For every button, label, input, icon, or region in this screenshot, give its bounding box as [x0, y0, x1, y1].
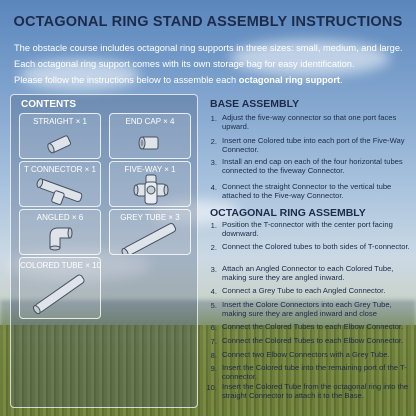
- step-number: 1.: [210, 114, 217, 123]
- part-angled: [19, 209, 101, 255]
- part-label: T CONNECTOR × 1: [24, 165, 96, 174]
- part-label: COLORED TUBE × 10: [20, 261, 101, 270]
- part-label: ANGLED × 6: [36, 213, 84, 222]
- step-number: 9.: [210, 364, 217, 373]
- step-number: 8.: [210, 351, 217, 360]
- step-number: 4.: [210, 287, 217, 296]
- part-label: GREY TUBE × 3: [120, 213, 180, 222]
- step-text: Connect two Elbow Connectors with a Grey Tube.: [222, 350, 390, 359]
- page-title: OCTAGONAL RING STAND ASSEMBLY INSTRUCTIONS: [13, 14, 403, 30]
- step-number: 2.: [210, 243, 217, 252]
- part-straight: [19, 113, 101, 159]
- part-colored-tube: [19, 257, 101, 319]
- grey-tube-icon: [110, 210, 190, 254]
- contents-title: CONTENTS: [21, 99, 76, 110]
- step-text: Attach an Angled Connector to each Colored Tube, making sure they are angled inward.: [222, 264, 394, 282]
- step-text: Connect the Colored Tubes to each Elbow Connector.: [222, 322, 404, 331]
- step-number: 3.: [210, 265, 217, 274]
- step-number: 1.: [210, 221, 217, 230]
- step-text: Insert the Colored Tube from the octagonal ring into the straight Connector to attach it to the Base.: [222, 382, 409, 400]
- t-connector-icon: [20, 162, 100, 206]
- step-text: Adjust the five-way connector so that one port faces upward.: [222, 113, 397, 131]
- step-number: 2.: [210, 137, 217, 146]
- straight-connector-icon: [20, 114, 100, 158]
- colored-tube-icon: [20, 258, 100, 318]
- step-text: Connect a Grey Tube to each Angled Connector.: [222, 286, 386, 295]
- step-text: Install an end cap on each of the four horizontal tubes connected to the fiveway Connector.: [222, 157, 403, 175]
- part-label: END CAP × 4: [125, 117, 175, 126]
- step-number: 4.: [210, 183, 217, 192]
- part-t-connector: [19, 161, 101, 207]
- part-five-way: [109, 161, 191, 207]
- part-end-cap: [109, 113, 191, 159]
- step-number: 6.: [210, 323, 217, 332]
- intro-line-2: Each octagonal ring support comes with its own storage bag for easy identification.: [14, 59, 355, 69]
- part-label: STRAIGHT × 1: [33, 117, 87, 126]
- step-number: 10.: [206, 383, 217, 392]
- contents-panel: [10, 94, 198, 408]
- step-number: 7.: [210, 337, 217, 346]
- angled-connector-icon: [20, 210, 100, 254]
- intro-line-3: Please follow the instructions below to assemble each octagonal ring support.: [14, 75, 343, 85]
- step-text: Insert one Colored tube into each port of the Five-Way Connector.: [222, 136, 405, 154]
- base-assembly-title: BASE ASSEMBLY: [210, 98, 300, 110]
- step-number: 3.: [210, 158, 217, 167]
- part-grey-tube: [109, 209, 191, 255]
- end-cap-icon: [110, 114, 190, 158]
- step-text: Connect the Colored tubes to both sides of T-connector.: [222, 242, 410, 251]
- intro-emphasis: octagonal ring support: [238, 75, 341, 85]
- step-text: Position the T-connector with the center port facing downward.: [222, 220, 393, 238]
- five-way-connector-icon: [110, 162, 190, 206]
- step-text: Insert the Colore Connectors into each Grey Tube, making sure they are angled inward and close: [222, 300, 392, 318]
- step-text: Connect the straight Connector to the vertical tube attached to the Five-way Connector.: [222, 182, 392, 200]
- intro-line-1: The obstacle course includes octagonal ring supports in three sizes: small, medium, and large.: [14, 43, 403, 53]
- step-text: Insert the Colored tube into the remaining port of the T-connector.: [222, 363, 407, 381]
- ring-assembly-title: OCTAGONAL RING ASSEMBLY: [210, 207, 366, 219]
- part-label: FIVE-WAY × 1: [124, 165, 176, 174]
- step-number: 5.: [210, 301, 217, 310]
- step-text: Connect the Colored Tubes to each Elbow Connector.: [222, 336, 404, 345]
